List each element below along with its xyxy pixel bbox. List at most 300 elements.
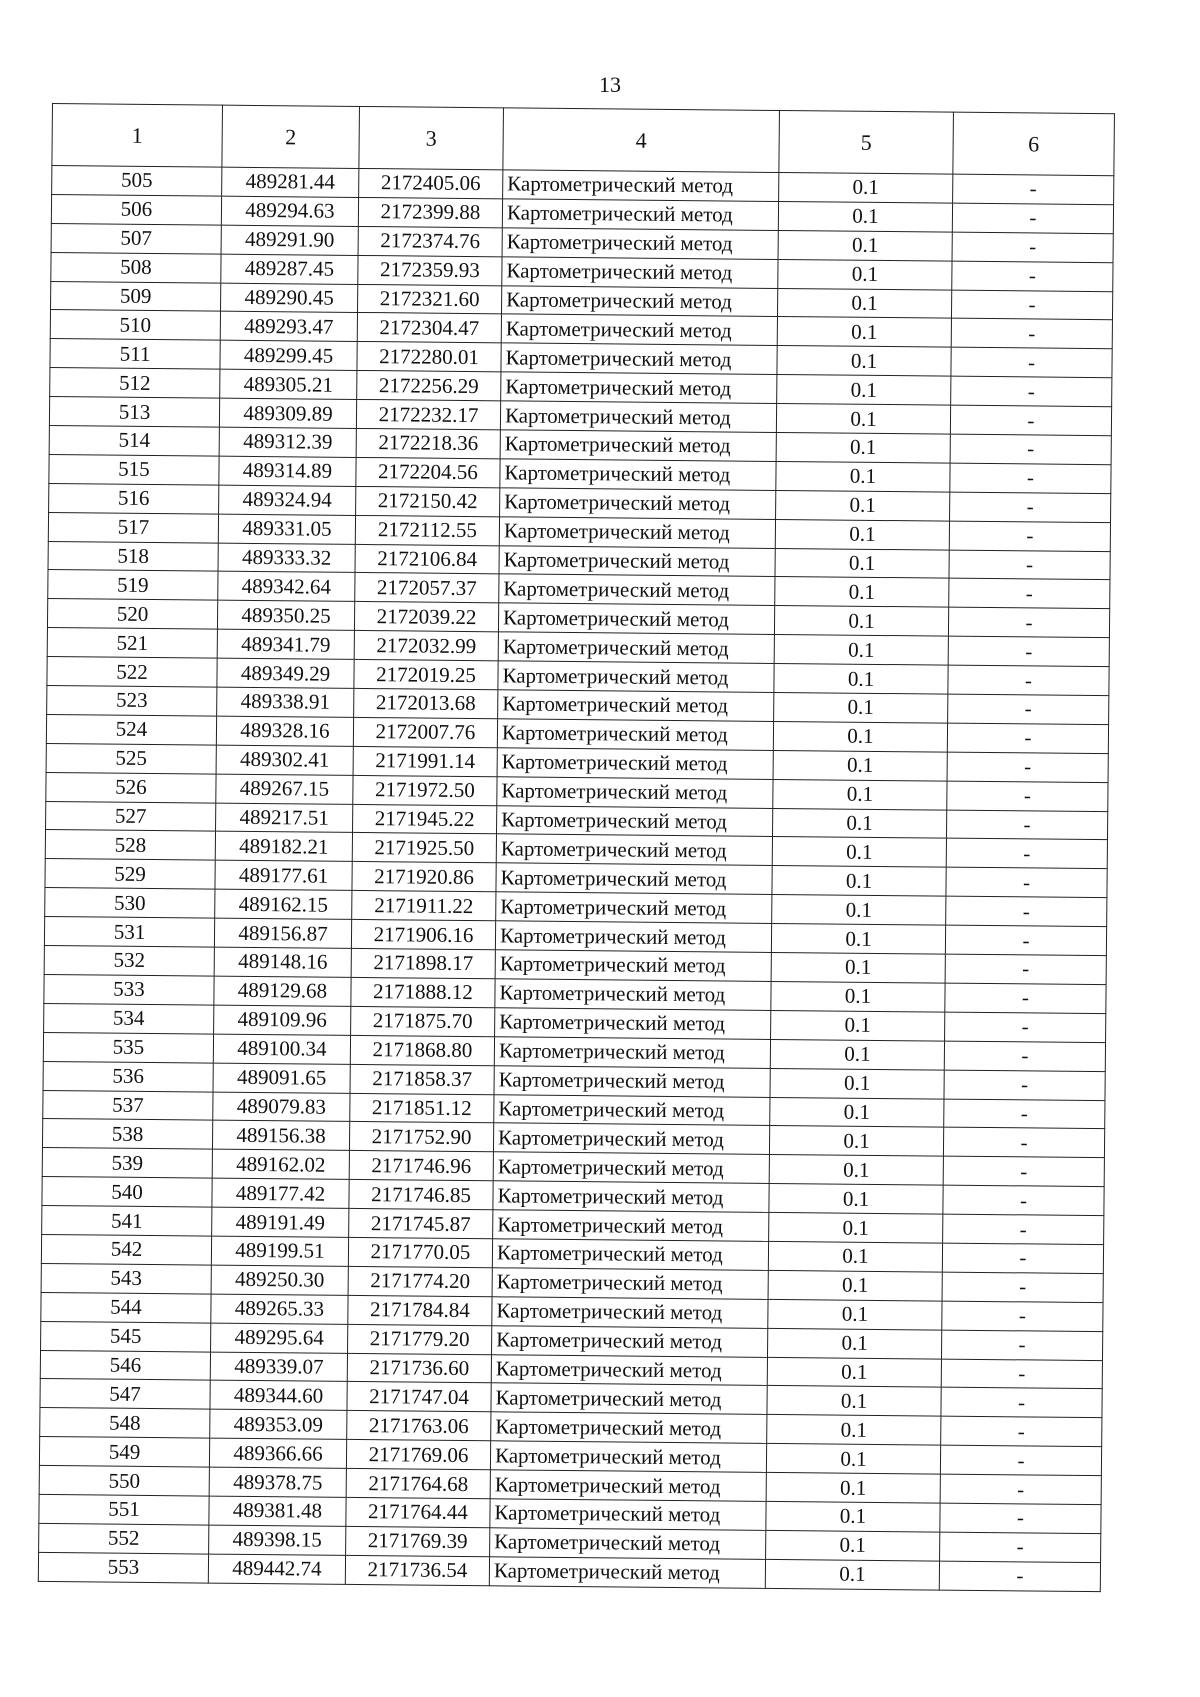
method-cell: Картометрический метод <box>490 1528 766 1560</box>
x-coordinate-cell: 489302.41 <box>216 745 353 775</box>
point-number-cell: 515 <box>49 454 219 485</box>
note-cell: - <box>948 636 1109 666</box>
method-cell: Картометрический метод <box>497 748 773 780</box>
method-cell: Картометрический метод <box>503 170 779 202</box>
x-coordinate-cell: 489162.15 <box>215 889 352 919</box>
note-cell: - <box>953 174 1114 204</box>
accuracy-cell: 0.1 <box>776 490 950 521</box>
y-coordinate-cell: 2172013.68 <box>354 688 498 718</box>
x-coordinate-cell: 489191.49 <box>212 1207 349 1237</box>
y-coordinate-cell: 2172019.25 <box>354 660 498 690</box>
x-coordinate-cell: 489312.39 <box>219 427 356 457</box>
point-number-cell: 518 <box>48 541 218 572</box>
x-coordinate-cell: 489442.74 <box>208 1554 345 1584</box>
note-cell: - <box>943 1214 1104 1244</box>
point-number-cell: 543 <box>41 1263 211 1294</box>
point-number-cell: 513 <box>49 397 219 428</box>
note-cell: - <box>951 319 1112 349</box>
accuracy-cell: 0.1 <box>767 1386 941 1417</box>
method-cell: Картометрический метод <box>501 372 777 404</box>
accuracy-cell: 0.1 <box>776 404 950 435</box>
accuracy-cell: 0.1 <box>766 1472 940 1503</box>
point-number-cell: 508 <box>51 252 221 283</box>
method-cell: Картометрический метод <box>490 1470 766 1502</box>
page-number: 13 <box>599 72 621 97</box>
accuracy-cell: 0.1 <box>769 1126 943 1157</box>
point-number-cell: 549 <box>39 1437 209 1468</box>
note-cell: - <box>945 1012 1106 1042</box>
y-coordinate-cell: 2172106.84 <box>355 544 499 574</box>
y-coordinate-cell: 2171764.68 <box>346 1468 490 1498</box>
x-coordinate-cell: 489366.66 <box>209 1438 346 1468</box>
y-coordinate-cell: 2172359.93 <box>358 255 502 285</box>
method-cell: Картометрический метод <box>498 603 774 635</box>
note-cell: - <box>952 261 1113 291</box>
accuracy-cell: 0.1 <box>772 895 946 926</box>
note-cell: - <box>941 1416 1102 1446</box>
table-header <box>52 104 1115 176</box>
y-coordinate-cell: 2172280.01 <box>357 342 501 372</box>
y-coordinate-cell: 2172321.60 <box>357 284 501 314</box>
x-coordinate-cell: 489344.60 <box>210 1380 347 1410</box>
x-coordinate-cell: 489109.96 <box>214 1005 351 1035</box>
method-cell: Картометрический метод <box>496 863 772 895</box>
accuracy-cell: 0.1 <box>772 866 946 897</box>
x-coordinate-cell: 489129.68 <box>214 976 351 1006</box>
note-cell: - <box>940 1532 1101 1562</box>
method-cell: Картометрический метод <box>499 517 775 549</box>
note-cell: - <box>944 1041 1105 1071</box>
method-cell: Картометрический метод <box>499 545 775 577</box>
x-coordinate-cell: 489293.47 <box>220 312 357 342</box>
y-coordinate-cell: 2171991.14 <box>353 746 497 776</box>
method-cell: Картометрический метод <box>492 1325 768 1357</box>
accuracy-cell: 0.1 <box>770 1039 944 1070</box>
point-number-cell: 553 <box>38 1552 208 1583</box>
note-cell: - <box>952 203 1113 233</box>
y-coordinate-cell: 2171868.80 <box>350 1035 494 1065</box>
method-cell: Картометрический метод <box>490 1441 766 1473</box>
method-cell: Картометрический метод <box>495 979 771 1011</box>
accuracy-cell: 0.1 <box>770 1097 944 1128</box>
x-coordinate-cell: 489350.25 <box>217 600 354 630</box>
point-number-cell: 538 <box>42 1119 212 1150</box>
x-coordinate-cell: 489265.33 <box>211 1294 348 1324</box>
y-coordinate-cell: 2172256.29 <box>357 371 501 401</box>
y-coordinate-cell: 2172039.22 <box>354 602 498 632</box>
method-cell: Картометрический метод <box>494 1037 770 1069</box>
point-number-cell: 529 <box>45 859 215 890</box>
accuracy-cell: 0.1 <box>777 288 951 319</box>
note-cell: - <box>939 1561 1100 1591</box>
y-coordinate-cell: 2172399.88 <box>358 197 502 227</box>
accuracy-cell: 0.1 <box>771 924 945 955</box>
point-number-cell: 505 <box>52 166 222 197</box>
accuracy-cell: 0.1 <box>777 375 951 406</box>
note-cell: - <box>950 463 1111 493</box>
note-cell: - <box>944 1070 1105 1100</box>
note-cell: - <box>943 1156 1104 1186</box>
point-number-cell: 509 <box>51 281 221 312</box>
accuracy-cell: 0.1 <box>775 519 949 550</box>
x-coordinate-cell: 489079.83 <box>213 1092 350 1122</box>
y-coordinate-cell: 2171736.54 <box>345 1555 489 1585</box>
point-number-cell: 507 <box>51 223 221 254</box>
x-coordinate-cell: 489290.45 <box>221 283 358 313</box>
point-number-cell: 534 <box>44 1003 214 1034</box>
note-cell: - <box>944 1099 1105 1129</box>
note-cell: - <box>943 1185 1104 1215</box>
x-coordinate-cell: 489156.87 <box>214 918 351 948</box>
y-coordinate-cell: 2172374.76 <box>358 226 502 256</box>
y-coordinate-cell: 2171875.70 <box>351 1006 495 1036</box>
point-number-cell: 552 <box>39 1523 209 1554</box>
accuracy-cell: 0.1 <box>775 577 949 608</box>
accuracy-cell: 0.1 <box>772 837 946 868</box>
point-number-cell: 536 <box>43 1061 213 1092</box>
method-cell: Картометрический метод <box>492 1297 768 1329</box>
note-cell: - <box>942 1272 1103 1302</box>
y-coordinate-cell: 2171774.20 <box>348 1266 492 1296</box>
method-cell: Картометрический метод <box>498 661 774 693</box>
note-cell: - <box>949 579 1110 609</box>
method-cell: Картометрический метод <box>502 199 778 231</box>
method-cell: Картометрический метод <box>491 1412 767 1444</box>
accuracy-cell: 0.1 <box>771 981 945 1012</box>
method-cell: Картометрический метод <box>500 459 776 491</box>
y-coordinate-cell: 2172204.56 <box>356 457 500 487</box>
y-coordinate-cell: 2172112.55 <box>355 515 499 545</box>
note-cell: - <box>950 434 1111 464</box>
method-cell: Картометрический метод <box>498 690 774 722</box>
point-number-cell: 540 <box>42 1177 212 1208</box>
method-cell: Картометрический метод <box>497 805 773 837</box>
x-coordinate-cell: 489294.63 <box>221 196 358 226</box>
x-coordinate-cell: 489199.51 <box>211 1236 348 1266</box>
method-cell: Картометрический метод <box>500 401 776 433</box>
x-coordinate-cell: 489309.89 <box>219 398 356 428</box>
accuracy-cell: 0.1 <box>775 548 949 579</box>
method-cell: Картометрический метод <box>493 1152 769 1184</box>
accuracy-cell: 0.1 <box>768 1270 942 1301</box>
y-coordinate-cell: 2171911.22 <box>352 891 496 921</box>
point-number-cell: 547 <box>40 1379 210 1410</box>
x-coordinate-cell: 489281.44 <box>222 167 359 197</box>
method-cell: Картометрический метод <box>492 1268 768 1300</box>
y-coordinate-cell: 2172405.06 <box>359 168 503 198</box>
note-cell: - <box>946 839 1107 869</box>
accuracy-cell: 0.1 <box>773 750 947 781</box>
y-coordinate-cell: 2171752.90 <box>349 1122 493 1152</box>
accuracy-cell: 0.1 <box>778 259 952 290</box>
point-number-cell: 512 <box>50 368 220 399</box>
x-coordinate-cell: 489349.29 <box>217 658 354 688</box>
x-coordinate-cell: 489250.30 <box>211 1265 348 1295</box>
accuracy-cell: 0.1 <box>766 1530 940 1561</box>
x-coordinate-cell: 489100.34 <box>213 1034 350 1064</box>
point-number-cell: 551 <box>39 1494 209 1525</box>
y-coordinate-cell: 2171888.12 <box>351 977 495 1007</box>
accuracy-cell: 0.1 <box>771 1010 945 1041</box>
x-coordinate-cell: 489342.64 <box>218 572 355 602</box>
accuracy-cell: 0.1 <box>777 346 951 377</box>
accuracy-cell: 0.1 <box>769 1212 943 1243</box>
y-coordinate-cell: 2172057.37 <box>355 573 499 603</box>
note-cell: - <box>945 925 1106 955</box>
point-number-cell: 523 <box>47 686 217 717</box>
note-cell: - <box>941 1330 1102 1360</box>
accuracy-cell: 0.1 <box>768 1241 942 1272</box>
method-cell: Картометрический метод <box>491 1383 767 1415</box>
point-number-cell: 520 <box>47 599 217 630</box>
point-number-cell: 546 <box>40 1350 210 1381</box>
y-coordinate-cell: 2172218.36 <box>356 428 500 458</box>
note-cell: - <box>942 1243 1103 1273</box>
note-cell: - <box>940 1503 1101 1533</box>
method-cell: Картометрический метод <box>501 314 777 346</box>
x-coordinate-cell: 489295.64 <box>211 1323 348 1353</box>
column-header: 6 <box>953 112 1115 176</box>
accuracy-cell: 0.1 <box>773 721 947 752</box>
accuracy-cell: 0.1 <box>774 664 948 695</box>
x-coordinate-cell: 489398.15 <box>209 1525 346 1555</box>
y-coordinate-cell: 2171769.39 <box>346 1526 490 1556</box>
x-coordinate-cell: 489314.89 <box>219 456 356 486</box>
column-header: 3 <box>359 106 504 169</box>
note-cell: - <box>947 752 1108 782</box>
note-cell: - <box>949 521 1110 551</box>
x-coordinate-cell: 489091.65 <box>213 1063 350 1093</box>
accuracy-cell: 0.1 <box>776 461 950 492</box>
method-cell: Картометрический метод <box>496 892 772 924</box>
y-coordinate-cell: 2172150.42 <box>356 486 500 516</box>
method-cell: Картометрический метод <box>493 1210 769 1242</box>
point-number-cell: 527 <box>46 801 216 832</box>
accuracy-cell: 0.1 <box>766 1444 940 1475</box>
method-cell: Картометрический метод <box>495 1008 771 1040</box>
x-coordinate-cell: 489287.45 <box>221 254 358 284</box>
y-coordinate-cell: 2171906.16 <box>351 920 495 950</box>
method-cell: Картометрический метод <box>493 1181 769 1213</box>
note-cell: - <box>943 1127 1104 1157</box>
x-coordinate-cell: 489381.48 <box>209 1496 346 1526</box>
x-coordinate-cell: 489378.75 <box>209 1467 346 1497</box>
y-coordinate-cell: 2171945.22 <box>353 804 497 834</box>
accuracy-cell: 0.1 <box>776 432 950 463</box>
method-cell: Картометрический метод <box>495 921 771 953</box>
note-cell: - <box>945 954 1106 984</box>
x-coordinate-cell: 489333.32 <box>218 543 355 573</box>
method-cell: Картометрический метод <box>496 834 772 866</box>
point-number-cell: 521 <box>47 628 217 659</box>
y-coordinate-cell: 2171746.96 <box>349 1151 493 1181</box>
note-cell: - <box>940 1445 1101 1475</box>
note-cell: - <box>949 550 1110 580</box>
point-number-cell: 517 <box>48 512 218 543</box>
accuracy-cell: 0.1 <box>773 779 947 810</box>
point-number-cell: 542 <box>41 1234 211 1265</box>
y-coordinate-cell: 2171769.06 <box>346 1440 490 1470</box>
y-coordinate-cell: 2171764.44 <box>346 1497 490 1527</box>
point-number-cell: 525 <box>46 743 216 774</box>
x-coordinate-cell: 489331.05 <box>218 514 355 544</box>
method-cell: Картометрический метод <box>500 488 776 520</box>
accuracy-cell: 0.1 <box>777 317 951 348</box>
accuracy-cell: 0.1 <box>774 606 948 637</box>
note-cell: - <box>947 781 1108 811</box>
y-coordinate-cell: 2171851.12 <box>350 1093 494 1123</box>
x-coordinate-cell: 489299.45 <box>220 340 357 370</box>
method-cell: Картометрический метод <box>497 777 773 809</box>
method-cell: Картометрический метод <box>499 574 775 606</box>
note-cell: - <box>941 1388 1102 1418</box>
point-number-cell: 541 <box>42 1206 212 1237</box>
point-number-cell: 519 <box>48 570 218 601</box>
y-coordinate-cell: 2171858.37 <box>350 1064 494 1094</box>
note-cell: - <box>942 1301 1103 1331</box>
y-coordinate-cell: 2171747.04 <box>347 1382 491 1412</box>
note-cell: - <box>946 896 1107 926</box>
x-coordinate-cell: 489148.16 <box>214 947 351 977</box>
accuracy-cell: 0.1 <box>767 1328 941 1359</box>
point-number-cell: 545 <box>41 1321 211 1352</box>
accuracy-cell: 0.1 <box>767 1357 941 1388</box>
point-number-cell: 533 <box>44 974 214 1005</box>
note-cell: - <box>948 607 1109 637</box>
coordinates-table <box>38 103 1115 1592</box>
y-coordinate-cell: 2171925.50 <box>352 833 496 863</box>
y-coordinate-cell: 2171898.17 <box>351 948 495 978</box>
method-cell: Картометрический метод <box>491 1354 767 1386</box>
method-cell: Картометрический метод <box>500 430 776 462</box>
method-cell: Картометрический метод <box>492 1239 768 1271</box>
y-coordinate-cell: 2172032.99 <box>354 631 498 661</box>
x-coordinate-cell: 489217.51 <box>216 803 353 833</box>
column-header: 2 <box>222 105 360 168</box>
point-number-cell: 524 <box>46 714 216 745</box>
accuracy-cell: 0.1 <box>779 172 953 203</box>
y-coordinate-cell: 2171763.06 <box>347 1411 491 1441</box>
y-coordinate-cell: 2172007.76 <box>353 717 497 747</box>
note-cell: - <box>951 376 1112 406</box>
x-coordinate-cell: 489328.16 <box>216 716 353 746</box>
note-cell: - <box>950 492 1111 522</box>
y-coordinate-cell: 2171920.86 <box>352 862 496 892</box>
method-cell: Картометрический метод <box>489 1557 765 1589</box>
note-cell: - <box>948 665 1109 695</box>
accuracy-cell: 0.1 <box>767 1415 941 1446</box>
y-coordinate-cell: 2171736.60 <box>347 1353 491 1383</box>
point-number-cell: 544 <box>41 1292 211 1323</box>
column-header: 5 <box>779 110 954 174</box>
x-coordinate-cell: 489177.42 <box>212 1178 349 1208</box>
point-number-cell: 510 <box>50 310 220 341</box>
method-cell: Картометрический метод <box>502 228 778 260</box>
note-cell: - <box>941 1359 1102 1389</box>
note-cell: - <box>946 810 1107 840</box>
note-cell: - <box>940 1474 1101 1504</box>
header-row <box>52 104 1115 176</box>
x-coordinate-cell: 489338.91 <box>217 687 354 717</box>
point-number-cell: 522 <box>47 657 217 688</box>
accuracy-cell: 0.1 <box>770 1068 944 1099</box>
column-header: 1 <box>52 104 223 168</box>
y-coordinate-cell: 2171972.50 <box>353 775 497 805</box>
accuracy-cell: 0.1 <box>778 201 952 232</box>
y-coordinate-cell: 2171745.87 <box>349 1208 493 1238</box>
point-number-cell: 526 <box>46 772 216 803</box>
note-cell: - <box>945 983 1106 1013</box>
method-cell: Картометрический метод <box>497 719 773 751</box>
accuracy-cell: 0.1 <box>771 952 945 983</box>
accuracy-cell: 0.1 <box>765 1559 939 1590</box>
method-cell: Картометрический метод <box>501 343 777 375</box>
method-cell: Картометрический метод <box>495 950 771 982</box>
method-cell: Картометрический метод <box>494 1094 770 1126</box>
table-body <box>38 166 1114 1592</box>
point-number-cell: 548 <box>40 1408 210 1439</box>
note-cell: - <box>950 405 1111 435</box>
point-number-cell: 528 <box>45 830 215 861</box>
point-number-cell: 511 <box>50 339 220 370</box>
point-number-cell: 550 <box>39 1466 209 1497</box>
accuracy-cell: 0.1 <box>778 230 952 261</box>
point-number-cell: 506 <box>51 194 221 225</box>
column-header: 4 <box>503 108 780 173</box>
note-cell: - <box>946 867 1107 897</box>
accuracy-cell: 0.1 <box>774 635 948 666</box>
point-number-cell: 537 <box>43 1090 213 1121</box>
method-cell: Картометрический метод <box>493 1123 769 1155</box>
x-coordinate-cell: 489156.38 <box>212 1120 349 1150</box>
x-coordinate-cell: 489353.09 <box>210 1409 347 1439</box>
accuracy-cell: 0.1 <box>769 1155 943 1186</box>
x-coordinate-cell: 489267.15 <box>216 774 353 804</box>
point-number-cell: 514 <box>49 426 219 457</box>
point-number-cell: 531 <box>44 917 214 948</box>
x-coordinate-cell: 489341.79 <box>217 629 354 659</box>
y-coordinate-cell: 2171779.20 <box>348 1324 492 1354</box>
y-coordinate-cell: 2171746.85 <box>349 1180 493 1210</box>
method-cell: Картометрический метод <box>498 632 774 664</box>
x-coordinate-cell: 489162.02 <box>212 1149 349 1179</box>
accuracy-cell: 0.1 <box>766 1501 940 1532</box>
point-number-cell: 532 <box>44 946 214 977</box>
accuracy-cell: 0.1 <box>768 1299 942 1330</box>
note-cell: - <box>952 232 1113 262</box>
x-coordinate-cell: 489324.94 <box>219 485 356 515</box>
point-number-cell: 535 <box>43 1032 213 1063</box>
method-cell: Картометрический метод <box>490 1499 766 1531</box>
point-number-cell: 530 <box>45 888 215 919</box>
note-cell: - <box>947 723 1108 753</box>
x-coordinate-cell: 489305.21 <box>220 369 357 399</box>
method-cell: Картометрический метод <box>494 1065 770 1097</box>
point-number-cell: 539 <box>42 1148 212 1179</box>
accuracy-cell: 0.1 <box>769 1184 943 1215</box>
accuracy-cell: 0.1 <box>774 692 948 723</box>
y-coordinate-cell: 2172232.17 <box>356 400 500 430</box>
x-coordinate-cell: 489182.21 <box>215 832 352 862</box>
x-coordinate-cell: 489291.90 <box>221 225 358 255</box>
y-coordinate-cell: 2171784.84 <box>348 1295 492 1325</box>
y-coordinate-cell: 2171770.05 <box>348 1237 492 1267</box>
note-cell: - <box>951 347 1112 377</box>
accuracy-cell: 0.1 <box>772 808 946 839</box>
y-coordinate-cell: 2172304.47 <box>357 313 501 343</box>
method-cell: Картометрический метод <box>502 256 778 288</box>
note-cell: - <box>948 694 1109 724</box>
